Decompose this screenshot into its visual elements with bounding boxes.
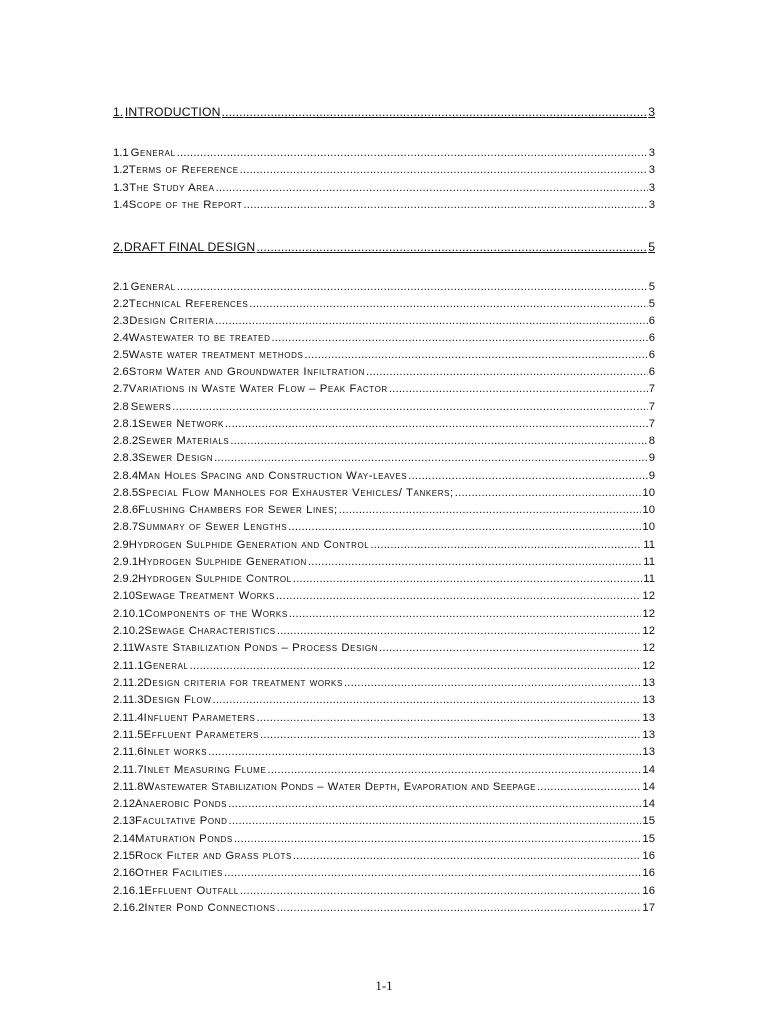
toc-entry-page: 5 bbox=[648, 240, 655, 254]
toc-entry-page: 13 bbox=[642, 677, 655, 689]
toc-entry[interactable] bbox=[113, 867, 655, 880]
toc-entry-number: 2.11.8 bbox=[113, 781, 144, 793]
toc-entry-title: General bbox=[130, 281, 176, 293]
dot-leader bbox=[288, 521, 641, 534]
toc-entry-title: Other Facilities bbox=[135, 867, 223, 879]
toc-entry[interactable] bbox=[113, 401, 655, 414]
toc-entry[interactable] bbox=[113, 521, 655, 534]
toc-entry-page: 6 bbox=[648, 366, 655, 378]
toc-entry-page: 13 bbox=[642, 694, 655, 706]
toc-entry-title: Terms of Reference bbox=[128, 164, 239, 176]
toc-entry-number: 2.11.5 bbox=[113, 729, 144, 741]
toc-entry-title: Effluent Outfall bbox=[144, 885, 239, 897]
toc-entry-number: 2.8.5 bbox=[113, 487, 139, 499]
dot-leader bbox=[370, 539, 642, 552]
toc-entry[interactable] bbox=[113, 781, 655, 794]
toc-entry-number: 2.5 bbox=[113, 349, 129, 361]
toc-entry[interactable] bbox=[113, 470, 655, 483]
toc-entry-number: 2.2 bbox=[113, 298, 129, 310]
toc-entry[interactable] bbox=[113, 833, 655, 846]
page-number-footer: 1-1 bbox=[375, 978, 393, 993]
toc-entry[interactable] bbox=[113, 539, 655, 552]
toc-entry-page: 10 bbox=[642, 521, 655, 533]
toc-entry[interactable] bbox=[113, 677, 655, 690]
toc-entry-number: 2.12 bbox=[113, 798, 135, 810]
toc-entry-number: 2.8.4 bbox=[113, 470, 139, 482]
toc-entry-page: 7 bbox=[648, 401, 655, 413]
toc-entry-number: 2.10.2 bbox=[113, 625, 145, 637]
toc-entry-page: 14 bbox=[642, 798, 655, 810]
toc-entry-title: Influent Parameters bbox=[143, 712, 256, 724]
dot-leader bbox=[308, 556, 642, 569]
toc-entry-title: Scope of the Report bbox=[128, 199, 243, 211]
toc-entry-title: Effluent Parameters bbox=[143, 729, 259, 741]
toc-entry-title: Sewer Network bbox=[138, 418, 224, 430]
toc-entry-page: 13 bbox=[642, 729, 655, 741]
toc-entry-title: Sewer Design bbox=[138, 452, 214, 464]
toc-entry[interactable] bbox=[113, 435, 655, 448]
toc-entry[interactable] bbox=[113, 850, 655, 863]
toc-entry-title: Facultative Pond bbox=[135, 815, 228, 827]
toc-entry-title: Sewage Characteristics bbox=[144, 625, 276, 637]
toc-entry-page: 11 bbox=[643, 556, 655, 568]
dot-leader bbox=[243, 199, 647, 212]
toc-entry[interactable] bbox=[113, 885, 655, 898]
toc-entry[interactable] bbox=[113, 298, 655, 311]
toc-entry-page: 8 bbox=[648, 435, 655, 447]
toc-entry-number: 2.9 bbox=[113, 539, 129, 551]
dot-leader bbox=[289, 608, 642, 621]
toc-entry-number: 2.13 bbox=[113, 815, 135, 827]
toc-entry[interactable] bbox=[113, 712, 655, 725]
dot-leader bbox=[215, 315, 648, 328]
toc-entry-title: Wastewater to be treated bbox=[128, 332, 271, 344]
dot-leader bbox=[256, 712, 641, 725]
toc-entry-number: 2.4 bbox=[113, 332, 129, 344]
toc-entry-title: Design criteria for treatment works bbox=[143, 677, 343, 689]
toc-entry-title: Sewers bbox=[130, 401, 172, 413]
toc-entry-number: 2.10.1 bbox=[113, 608, 145, 620]
toc-entry[interactable] bbox=[113, 315, 655, 328]
toc-entry-number: 2.11.6 bbox=[113, 746, 144, 758]
toc-entry-page: 10 bbox=[642, 487, 655, 499]
toc-entry-title: Storm Water and Groundwater Infiltration bbox=[128, 366, 366, 378]
toc-entry-title: Man Holes Spacing and Construction Way-leaves bbox=[138, 470, 408, 482]
dot-leader bbox=[234, 833, 642, 846]
dot-leader bbox=[537, 781, 641, 794]
toc-entry-number: 1. bbox=[113, 105, 124, 119]
toc-entry-page: 5 bbox=[648, 298, 655, 310]
toc-entry[interactable] bbox=[113, 694, 655, 707]
toc-entry-page: 6 bbox=[648, 349, 655, 361]
toc-entry-number: 2.9.1 bbox=[113, 556, 139, 568]
toc-entry[interactable] bbox=[113, 504, 655, 517]
toc-entry-number: 2.8.7 bbox=[113, 521, 139, 533]
toc-entry-title: Waste Stabilization Ponds – Process Design bbox=[134, 642, 379, 654]
toc-entry-page: 3 bbox=[648, 164, 655, 176]
dot-leader bbox=[271, 332, 647, 345]
dot-leader bbox=[240, 885, 642, 898]
toc-entry-title: Special Flow Manholes for Exhauster Vehicles/ Tankers; bbox=[138, 487, 454, 499]
toc-entry[interactable] bbox=[113, 815, 655, 828]
toc-entry-page: 15 bbox=[642, 833, 655, 845]
dot-leader bbox=[177, 147, 648, 160]
toc-entry-title: INTRODUCTION bbox=[124, 105, 221, 119]
dot-leader bbox=[455, 487, 642, 500]
toc-entry-number: 2.11 bbox=[113, 642, 135, 654]
toc-entry-number: 2.8 bbox=[113, 401, 129, 413]
toc-entry[interactable] bbox=[113, 366, 655, 379]
toc-entry-page: 16 bbox=[642, 885, 655, 897]
dot-leader bbox=[277, 625, 642, 638]
toc-entry-title: Rock Filter and Grass plots bbox=[135, 850, 292, 862]
toc-entry[interactable] bbox=[113, 281, 655, 294]
toc-heading-introduction[interactable] bbox=[113, 105, 655, 120]
toc-entry[interactable] bbox=[113, 164, 655, 177]
dot-leader bbox=[256, 240, 647, 255]
toc-entry-title: The Study Area bbox=[129, 182, 215, 194]
toc-entry[interactable] bbox=[113, 332, 655, 345]
toc-entry-page: 7 bbox=[648, 418, 655, 430]
dot-leader bbox=[260, 729, 641, 742]
toc-entry-page: 15 bbox=[642, 815, 655, 827]
toc-entry-title: Design Criteria bbox=[129, 315, 215, 327]
dot-leader bbox=[216, 182, 648, 195]
dot-leader bbox=[172, 401, 647, 414]
toc-entry[interactable] bbox=[113, 199, 655, 212]
toc-entry[interactable] bbox=[113, 590, 655, 603]
toc-entry-number: 2.11.1 bbox=[113, 660, 144, 672]
toc-entry[interactable] bbox=[113, 608, 655, 621]
toc-entry[interactable] bbox=[113, 764, 655, 777]
toc-entry[interactable] bbox=[113, 642, 655, 655]
toc-entry-page: 13 bbox=[642, 746, 655, 758]
toc-entry[interactable] bbox=[113, 487, 655, 500]
toc-entry-title: Wastewater Stabilization Ponds – Water Depth, Evaporation and Seepage bbox=[143, 781, 536, 793]
toc-entry-number: 2.8.2 bbox=[113, 435, 139, 447]
dot-leader bbox=[267, 764, 641, 777]
dot-leader bbox=[249, 298, 647, 311]
dot-leader bbox=[177, 281, 648, 294]
toc-entry[interactable] bbox=[113, 902, 655, 915]
toc-entry[interactable] bbox=[113, 573, 655, 586]
toc-entry-page: 16 bbox=[642, 867, 655, 879]
toc-entry-page: 12 bbox=[642, 660, 655, 672]
toc-entry-page: 3 bbox=[648, 182, 655, 194]
toc-entry[interactable] bbox=[113, 660, 655, 673]
toc-entry-page: 12 bbox=[642, 642, 655, 654]
toc-entry-page: 11 bbox=[643, 539, 655, 551]
toc-entry-number: 2.1 bbox=[113, 281, 129, 293]
toc-entry-title: Flushing Chambers for Sewer Lines; bbox=[138, 504, 338, 516]
toc-entry-title: Maturation Ponds bbox=[135, 833, 233, 845]
dot-leader bbox=[344, 677, 641, 690]
toc-entry-title: Hydrogen Sulphide Generation bbox=[138, 556, 307, 568]
toc-entry-page: 9 bbox=[648, 452, 655, 464]
dot-leader bbox=[228, 798, 641, 811]
toc-entry[interactable] bbox=[113, 383, 655, 396]
toc-entry-number: 2.11.2 bbox=[113, 677, 144, 689]
toc-entry-page: 12 bbox=[642, 608, 655, 620]
toc-entry-page: 9 bbox=[648, 470, 655, 482]
toc-entry[interactable] bbox=[113, 182, 655, 195]
toc-entry-title: General bbox=[130, 147, 176, 159]
toc-entry-page: 11 bbox=[643, 573, 655, 585]
toc-entry-title: Technical References bbox=[128, 298, 249, 310]
toc-entry-page: 3 bbox=[648, 147, 655, 159]
toc-entry-number: 2.11.7 bbox=[113, 764, 144, 776]
toc-entry-number: 2.16.1 bbox=[113, 885, 145, 897]
toc-entry-number: 2. bbox=[113, 240, 124, 254]
dot-leader bbox=[230, 435, 647, 448]
toc-entry-number: 2.9.2 bbox=[113, 573, 139, 585]
toc-entry-number: 2.16 bbox=[113, 867, 135, 879]
dot-leader bbox=[222, 105, 648, 120]
dot-leader bbox=[240, 164, 648, 177]
toc-entry-title: DRAFT FINAL DESIGN bbox=[123, 240, 256, 254]
dot-leader bbox=[304, 349, 647, 362]
toc-entry-number: 1.4 bbox=[113, 199, 129, 211]
toc-entry-number: 2.11.4 bbox=[113, 712, 144, 724]
dot-leader bbox=[224, 867, 641, 880]
toc-entry-number: 2.6 bbox=[113, 366, 129, 378]
toc-entry-title: General bbox=[143, 660, 189, 672]
toc-entry[interactable] bbox=[113, 798, 655, 811]
dot-leader bbox=[276, 590, 641, 603]
toc-entry-number: 2.7 bbox=[113, 383, 129, 395]
dot-leader bbox=[379, 642, 641, 655]
toc-entry-title: Waste water treatment methods bbox=[128, 349, 304, 361]
toc-entry-number: 2.10 bbox=[113, 590, 135, 602]
dot-leader bbox=[225, 418, 648, 431]
toc-entry-page: 6 bbox=[648, 332, 655, 344]
dot-leader bbox=[408, 470, 647, 483]
toc-entry-page: 12 bbox=[642, 625, 655, 637]
toc-entry-title: Components of the Works bbox=[144, 608, 288, 620]
toc-entry-title: Hydrogen Sulphide Control bbox=[138, 573, 292, 585]
dot-leader bbox=[293, 850, 642, 863]
dot-leader bbox=[190, 660, 642, 673]
toc-entry-page: 17 bbox=[642, 902, 655, 914]
toc-entry-title: Summary of Sewer Lengths bbox=[138, 521, 288, 533]
toc-entry-number: 2.16.2 bbox=[113, 902, 145, 914]
toc-entry-title: Hydrogen Sulphide Generation and Control bbox=[128, 539, 370, 551]
toc-entry-page: 12 bbox=[642, 590, 655, 602]
toc-entry-number: 2.11.3 bbox=[113, 694, 144, 706]
toc-entry-title: Inter Pond Connections bbox=[144, 902, 276, 914]
toc-entry-title: Inlet Measuring Flume bbox=[143, 764, 267, 776]
toc-entry-title: Variations in Waste Water Flow – Peak Factor bbox=[128, 383, 388, 395]
toc-entry-page: 7 bbox=[648, 383, 655, 395]
toc-entry[interactable] bbox=[113, 349, 655, 362]
toc-entry-page: 6 bbox=[648, 315, 655, 327]
toc-entry-page: 3 bbox=[648, 105, 655, 119]
toc-entry-page: 10 bbox=[642, 504, 655, 516]
dot-leader bbox=[214, 452, 648, 465]
toc-entry[interactable] bbox=[113, 556, 655, 569]
toc-entry-title: Anaerobic Ponds bbox=[135, 798, 228, 810]
toc-entry-page: 3 bbox=[648, 199, 655, 211]
toc-entry-number: 2.8.1 bbox=[113, 418, 139, 430]
toc-entry-page: 5 bbox=[648, 281, 655, 293]
toc-entry-number: 1.3 bbox=[113, 182, 129, 194]
toc-entry-number: 2.3 bbox=[113, 315, 129, 327]
toc-entry[interactable] bbox=[113, 452, 655, 465]
dot-leader bbox=[213, 694, 642, 707]
dot-leader bbox=[339, 504, 642, 517]
toc-entry-title: Design Flow bbox=[143, 694, 212, 706]
dot-leader bbox=[293, 573, 643, 586]
toc-entry[interactable] bbox=[113, 147, 655, 160]
toc-entry-number: 1.2 bbox=[113, 164, 129, 176]
toc-entry-number: 2.14 bbox=[113, 833, 135, 845]
dot-leader bbox=[366, 366, 648, 379]
dot-leader bbox=[229, 815, 642, 828]
toc-entry-page: 14 bbox=[642, 764, 655, 776]
toc-entry-number: 2.8.3 bbox=[113, 452, 139, 464]
dot-leader bbox=[277, 902, 642, 915]
toc-entry-page: 14 bbox=[642, 781, 655, 793]
toc-entry-page: 13 bbox=[642, 712, 655, 724]
toc-entry-title: Sewage Treatment Works bbox=[135, 590, 275, 602]
toc-entry-page: 16 bbox=[642, 850, 655, 862]
dot-leader bbox=[208, 746, 641, 759]
dot-leader bbox=[389, 383, 648, 396]
toc-entry[interactable] bbox=[113, 746, 655, 759]
toc-entry-number: 1.1 bbox=[113, 147, 129, 159]
toc-entry[interactable] bbox=[113, 625, 655, 638]
toc-entry-number: 2.15 bbox=[113, 850, 135, 862]
toc-entry[interactable] bbox=[113, 418, 655, 431]
toc-entry-title: Inlet works bbox=[143, 746, 208, 758]
toc-entry-title: Sewer Materials bbox=[138, 435, 230, 447]
toc-heading-draft-final-design[interactable] bbox=[113, 240, 655, 255]
toc-entry-number: 2.8.6 bbox=[113, 504, 139, 516]
toc-entry[interactable] bbox=[113, 729, 655, 742]
